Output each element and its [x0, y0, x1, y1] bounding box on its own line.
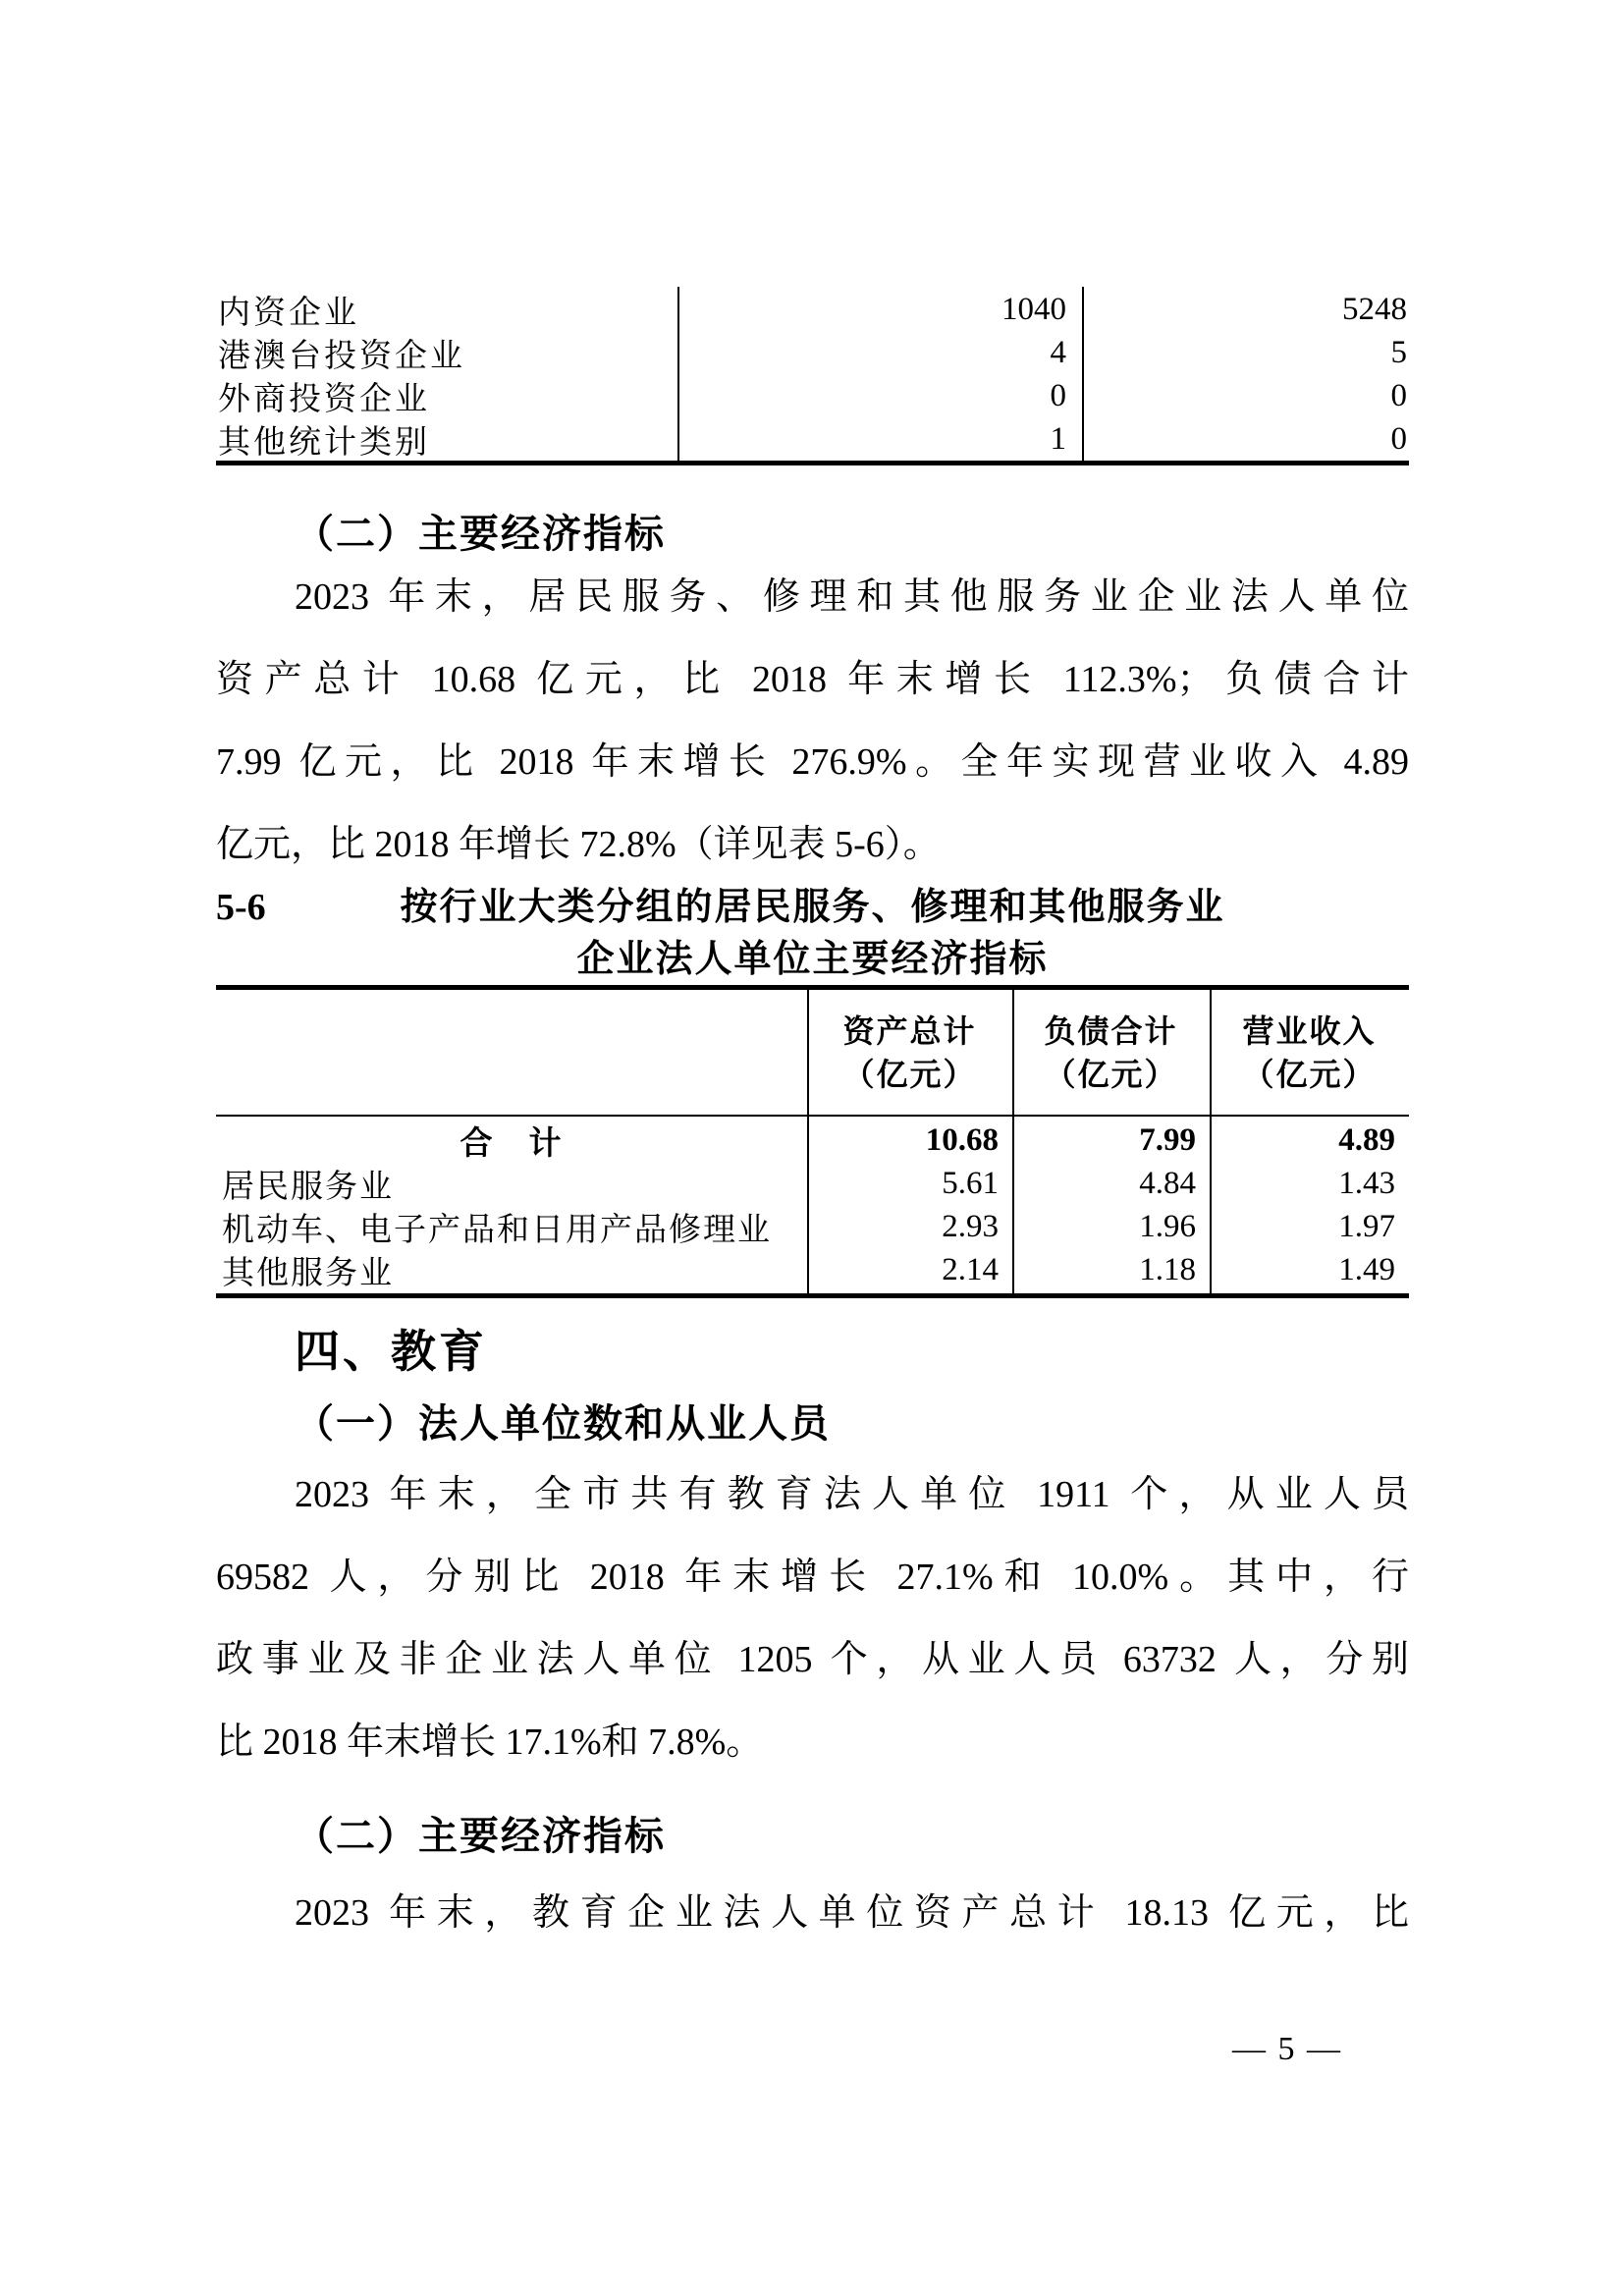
header-liabilities: [1012, 1010, 1210, 1096]
header-label: 资产总计: [842, 1012, 977, 1049]
header-label: 负债合计: [1044, 1012, 1178, 1049]
row-value-employees: 0: [1390, 421, 1407, 457]
table-total-row: [216, 1118, 1409, 1161]
paragraph-line: 政事业及非企业法人单位 1205 个，从业人员 63732 人，分别: [216, 1639, 1409, 1680]
liabilities-value: 7.99: [1139, 1122, 1196, 1158]
liabilities-value: 1.96: [1139, 1209, 1196, 1244]
subsection-heading-units-employees: （一）法人单位数和从业人员: [295, 1401, 831, 1446]
table-vertical-rule: [1082, 287, 1084, 461]
table-vertical-rule: [1210, 990, 1212, 1293]
header-unit: （亿元）: [1242, 1056, 1377, 1092]
row-label: 内资企业: [218, 296, 359, 331]
paragraph-line: 7.99 亿元，比 2018 年末增长 276.9%。全年实现营业收入 4.89: [216, 741, 1409, 783]
row-value-units: 4: [1050, 335, 1066, 370]
revenue-value: 4.89: [1338, 1122, 1395, 1158]
section-heading-education: 四、教育: [295, 1326, 487, 1377]
table-body: [216, 1117, 1409, 1293]
row-label: 港澳台投资企业: [218, 339, 465, 374]
header-revenue: [1210, 1010, 1409, 1096]
subsection-heading-economic-indicators-2: （二）主要经济指标: [295, 1814, 666, 1858]
page-number: — 5 —: [1232, 2031, 1342, 2067]
paragraph-line: 2023 年末，教育企业法人单位资产总计 18.13 亿元，比: [295, 1892, 1409, 1934]
table-row: [216, 1247, 1409, 1290]
row-label: 其他服务业: [222, 1256, 394, 1291]
revenue-value: 1.49: [1338, 1252, 1395, 1287]
table-title-line1: 按行业大类分组的居民服务、修理和其他服务业: [400, 887, 1225, 928]
assets-value: 5.61: [942, 1166, 999, 1201]
table-row: [216, 1204, 1409, 1247]
table-row: [216, 287, 1409, 330]
table-title-line2: 企业法人单位主要经济指标: [576, 939, 1049, 980]
row-value-employees: 5248: [1342, 292, 1407, 327]
table-vertical-rule: [807, 990, 809, 1293]
row-label: 合 计: [460, 1126, 564, 1162]
paragraph-line: 资产总计 10.68 亿元，比 2018 年末增长 112.3%；负债合计: [216, 659, 1409, 700]
assets-value: 2.93: [942, 1209, 999, 1244]
row-value-employees: 5: [1390, 335, 1407, 370]
row-value-units: 1040: [1001, 292, 1066, 327]
assets-value: 10.68: [925, 1122, 999, 1158]
education-paragraph-2: [216, 1872, 1409, 1954]
revenue-value: 1.43: [1338, 1166, 1395, 1201]
row-value-employees: 0: [1390, 378, 1407, 413]
table-vertical-rule: [677, 287, 679, 461]
subsection-heading-economic-indicators: （二）主要经济指标: [295, 512, 666, 556]
table-vertical-rule: [1012, 990, 1014, 1293]
paragraph-line: 比 2018 年末增长 17.1%和 7.8%。: [216, 1722, 764, 1763]
liabilities-value: 4.84: [1139, 1166, 1196, 1201]
table-5-6-title: [216, 882, 1409, 986]
row-label: 其他统计类别: [218, 425, 430, 461]
row-label: 居民服务业: [222, 1170, 394, 1205]
header-assets: [807, 1010, 1012, 1096]
revenue-value: 1.97: [1338, 1209, 1395, 1244]
row-value-units: 0: [1050, 378, 1066, 413]
row-label: 机动车、电子产品和日用产品修理业: [222, 1213, 772, 1248]
liabilities-value: 1.18: [1139, 1252, 1196, 1287]
assets-value: 2.14: [942, 1252, 999, 1287]
paragraph-line: 69582 人，分别比 2018 年末增长 27.1%和 10.0%。其中，行: [216, 1557, 1409, 1598]
table-row: [216, 1161, 1409, 1204]
table-row: [216, 416, 1409, 460]
services-paragraph: [216, 556, 1409, 886]
paragraph-line: 2023 年末，居民服务、修理和其他服务业企业法人单位: [295, 576, 1409, 618]
row-value-units: 1: [1050, 421, 1066, 457]
table-number: 5-6: [216, 887, 266, 928]
header-label: 营业收入: [1242, 1012, 1377, 1049]
paragraph-line: 亿元，比 2018 年增长 72.8%（详见表 5-6）。: [216, 824, 941, 865]
table-row: [216, 373, 1409, 416]
header-unit: （亿元）: [842, 1056, 977, 1092]
row-label: 外商投资企业: [218, 382, 430, 417]
table-row: [216, 330, 1409, 373]
header-unit: （亿元）: [1044, 1056, 1178, 1092]
registration-type-table: [216, 287, 1409, 465]
paragraph-line: 2023 年末，全市共有教育法人单位 1911 个，从业人员: [295, 1474, 1409, 1515]
education-paragraph-1: [216, 1453, 1409, 1783]
table-5-6: [216, 985, 1409, 1298]
table-header-row: [216, 990, 1409, 1117]
